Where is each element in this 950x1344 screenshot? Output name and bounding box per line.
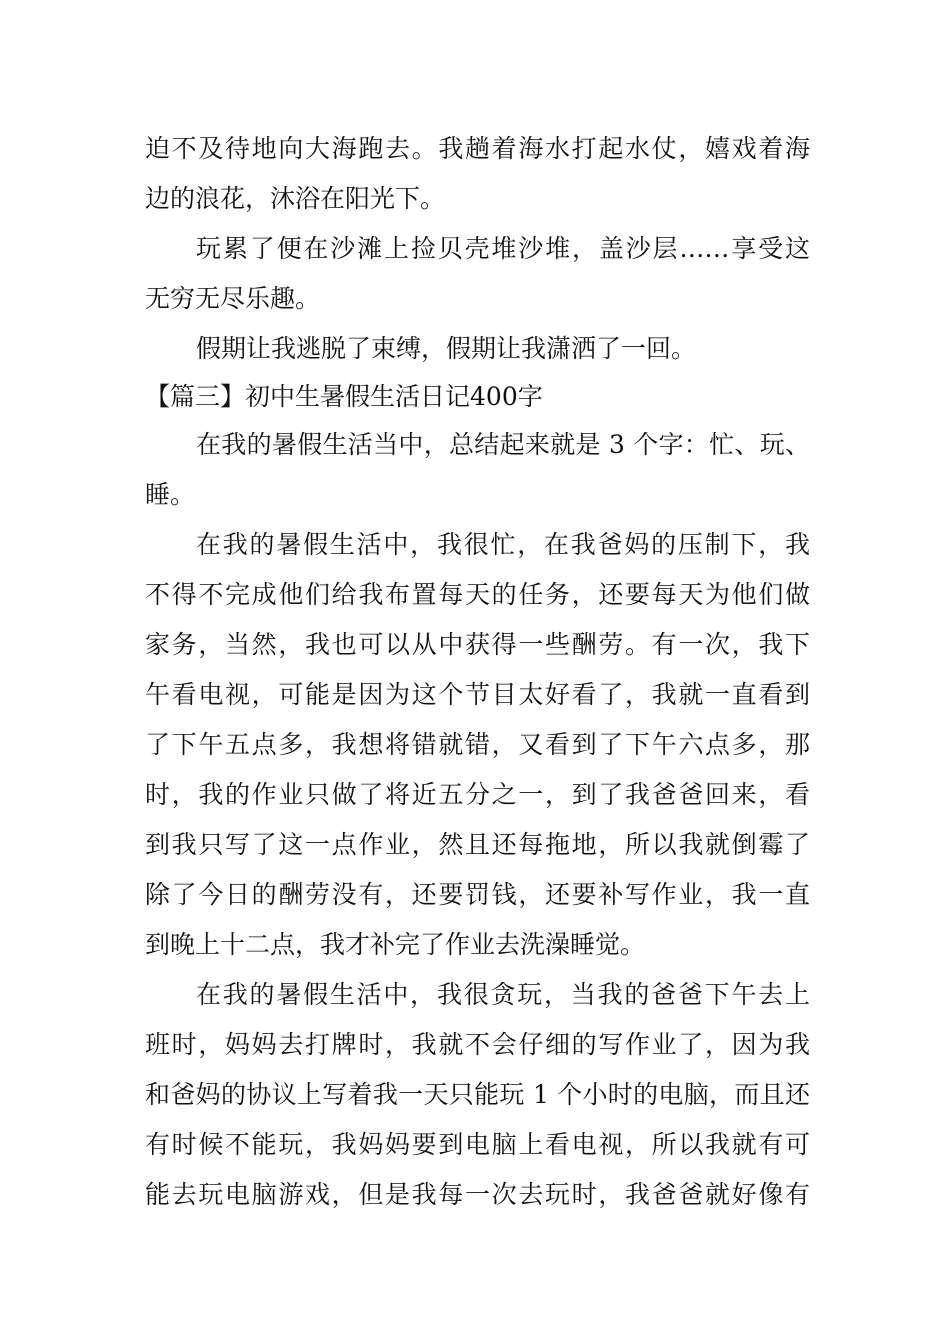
text-line: 边的浪花，沐浴在阳光下。 — [145, 184, 446, 213]
text-line: 家务，当然，我也可以从中获得一些酬劳。有一次，我下 — [145, 630, 810, 659]
text-line: 时，我的作业只做了将近五分之一，到了我爸爸回来，看 — [145, 780, 810, 809]
text-line: 和爸妈的协议上写着我一天只能玩 1 个小时的电脑，而且还 — [145, 1080, 810, 1109]
text-line: 无穷无尽乐趣。 — [145, 284, 321, 313]
text-line: 假期让我逃脱了束缚，假期让我潇洒了一回。 — [196, 334, 697, 363]
text-line: 在我的暑假生活中，我很忙，在我爸妈的压制下，我 — [196, 530, 810, 559]
text-line: 玩累了便在沙滩上捡贝壳堆沙堆，盖沙层……享受这 — [196, 234, 810, 263]
text-line: 班时，妈妈去打牌时，我就不会仔细的写作业了，因为我 — [145, 1030, 810, 1059]
document-body — [145, 124, 810, 1220]
text-line: 到晚上十二点，我才补完了作业去洗澡睡觉。 — [145, 930, 646, 959]
text-line: 午看电视，可能是因为这个节目太好看了，我就一直看到 — [145, 680, 810, 709]
text-line: 到我只写了这一点作业，然且还每拖地，所以我就倒霉了 — [145, 830, 810, 859]
text-line: 有时候不能玩，我妈妈要到电脑上看电视，所以我就有可 — [145, 1130, 810, 1159]
text-line: 了下午五点多，我想将错就错，又看到了下午六点多，那 — [145, 730, 810, 759]
text-line: 不得不完成他们给我布置每天的任务，还要每天为他们做 — [145, 580, 810, 609]
text-line: 在我的暑假生活当中，总结起来就是 3 个字：忙、玩、 — [196, 430, 810, 459]
section-heading: 【篇三】初中生暑假生活日记400字 — [145, 382, 543, 411]
text-line: 除了今日的酬劳没有，还要罚钱，还要补写作业，我一直 — [145, 880, 810, 909]
text-line: 能去玩电脑游戏，但是我每一次去玩时，我爸爸就好像有 — [145, 1180, 810, 1209]
text-line: 迫不及待地向大海跑去。我趟着海水打起水仗，嬉戏着海 — [145, 134, 810, 163]
text-line: 在我的暑假生活中，我很贪玩，当我的爸爸下午去上 — [196, 980, 810, 1009]
text-line: 睡。 — [145, 480, 196, 509]
